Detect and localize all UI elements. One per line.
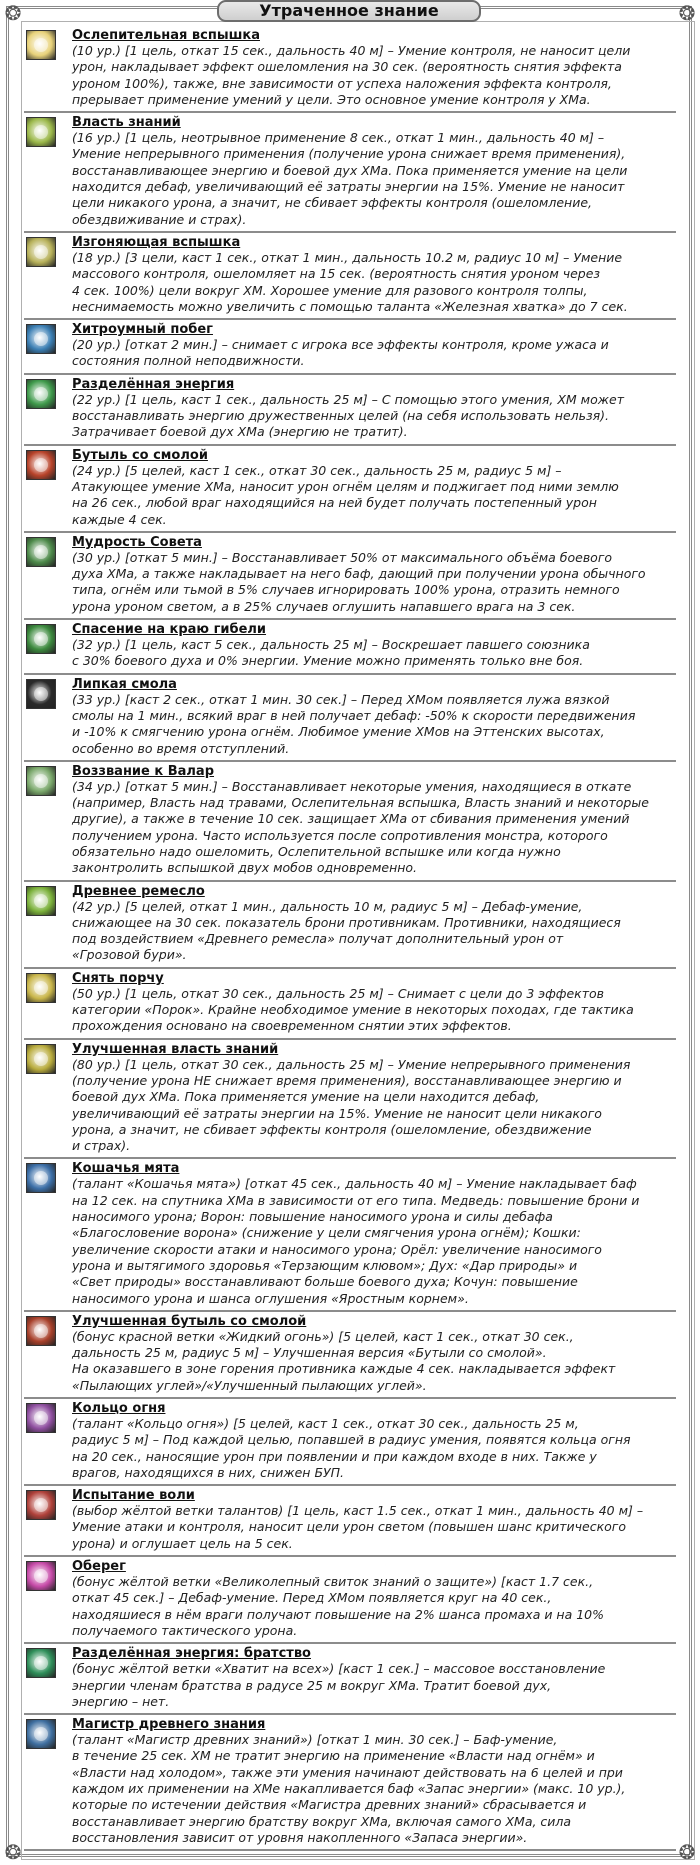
skill-description: (80 ур.) [1 цель, откат 30 сек., дальность 25 м] – Умение непрерывного применения (получение урона НЕ снижает время применения), восстанавливающее энергию и боевой дух ХМа. Пока применяется умение на цели находится дебаф, увеличивающий её затраты энергии на 15%. Умение не наносит цели никакого урона, а значит, не сбивает эффекты контроля (ошеломление, обездвижение и страх). bbox=[72, 1056, 631, 1154]
skill-entry bbox=[24, 320, 676, 375]
trial-icon bbox=[26, 1490, 56, 1520]
hourglass-icon bbox=[26, 1719, 56, 1749]
skill-entry bbox=[24, 375, 676, 446]
shared-energy-icon bbox=[26, 1648, 56, 1678]
skill-name: Оберег bbox=[72, 1559, 126, 1575]
hand-glow-icon bbox=[26, 117, 56, 147]
skill-description: (талант «Кошачья мята») [откат 45 сек., дальность 40 м] – Умение накладывает баф на 12 сек. на спутника ХМа в зависимости от его типа. Медведь: повышение брони и наносимого урона; Ворон: повышение наносимого урона и силы дебафа «Благословение ворона» (снижение у цели смягчения урона огнём); Кошки: увеличение скорости атаки и наносимого урона; Орёл: увеличение наносимого урона и вытягимого здоровья «Терзающим клювом»; Дух: «Дар природы» и «Свет природы» восстанавливают больше боевого духа; Кочун: повышение наносимого урона и шанса оглушения «Яростным корнем». bbox=[72, 1176, 640, 1306]
skill-description: (10 ур.) [1 цель, откат 15 сек., дальность 40 м] – Умение контроля, не наносит цели урон, накладывает эффект ошеломления на 30 сек. (вероятность снятия эффекта уроном 100%), также, вне зависимости от успеха наложения эффекта контроля, прерывает применение умений у цели. Это основное умение контроля у ХМа. bbox=[72, 43, 631, 107]
skill-description: (18 ур.) [3 цели, каст 1 сек., откат 1 мин., дальность 10.2 м, радиус 10 м] – Умение массового контроля, ошеломляет на 15 сек. (вероятность снятия уроном через 4 сек. 100%) цели вокруг ХМ. Хорошее умение для разового контроля толпы, неснимаемость можно увеличить с помощью таланта «Железная хватка» до 7 сек. bbox=[72, 249, 628, 314]
skill-description: (талант «Кольцо огня») [5 целей, каст 1 сек., откат 30 сек., дальность 25 м, радиус 5 м] – Под каждой целью, попавшей в радиус умения, появятся кольца огня на 20 сек., наносящие урон при появлении и при каждом входе в них. Также у врагов, находящихся в них, снижен БУП. bbox=[72, 1416, 631, 1480]
skill-entry bbox=[24, 762, 676, 882]
skill-name: Липкая смола bbox=[72, 676, 177, 692]
skill-description: (34 ур.) [откат 5 мин.] – Восстанавливает некоторые умения, находящиеся в откате (например, Власть над травами, Ослепительная вспышка, Власть знаний и некоторые другие), а также в течение 10 сек. защищает ХМа от сбивания применения умений получением урона. Часто используется после сопротивления монстра, которого обязательно надо ошеломить, Ослепительной вспышке или когда нужно законтролить вспышкой двух мобов одновременно. bbox=[72, 778, 649, 876]
craft-icon bbox=[26, 886, 56, 916]
skill-description: (24 ур.) [5 целей, каст 1 сек., откат 30 сек., дальность 25 м, радиус 5 м] – Атакующее умение ХМа, наносит урон огнём целям и поджигает под ними землю на 26 сек., любой враг находящийся на ней будет получать постепенный урон каждые 4 сек. bbox=[72, 462, 619, 527]
skill-description: (бонус красной ветки «Жидкий огонь») [5 целей, каст 1 сек., откат 30 сек., дальность 25 м, радиус 5 м] – Улучшенная версия «Бутыли со смолой». На оказавшего в зоне горения противника каждые 4 сек. накладывается эффект «Пылающих углей»/«Улучшенный пылающих углей». bbox=[72, 1328, 616, 1393]
skill-name: Спасение на краю гибели bbox=[72, 622, 267, 638]
skill-entry bbox=[24, 533, 676, 620]
skill-name: Испытание воли bbox=[72, 1488, 195, 1504]
skill-entry bbox=[24, 675, 676, 762]
shared-energy-icon bbox=[26, 379, 56, 409]
skill-description: (22 ур.) [1 цель, каст 1 сек., дальность 25 м] – С помощью этого умения, ХМ может восстанавливать энергию дружественных целей (на себя использовать нельзя). Затрачивает боевой дух ХМа (энергию не тратит). bbox=[72, 391, 624, 440]
skill-list bbox=[24, 26, 676, 1851]
skill-entry bbox=[24, 1557, 676, 1644]
skill-entry bbox=[24, 969, 676, 1040]
skill-name: Разделённая энергия bbox=[72, 376, 235, 392]
skill-entry bbox=[24, 1715, 676, 1851]
fire-ring-icon bbox=[26, 1403, 56, 1433]
skill-entry bbox=[24, 620, 676, 675]
skill-entry bbox=[24, 1486, 676, 1557]
skill-name: Изгоняющая вспышка bbox=[72, 234, 241, 250]
skill-name: Снять порчу bbox=[72, 970, 164, 986]
skill-name: Кошачья мята bbox=[72, 1161, 180, 1177]
skill-description: (бонус жёлтой ветки «Хватит на всех») [каст 1 сек.] – массовое восстановление энергии членам братства в радусе 25 м вокруг ХМа. Тратит боевой дух, энергию – нет. bbox=[72, 1661, 606, 1709]
skill-description: (33 ур.) [каст 2 сек., откат 1 мин. 30 сек.] – Перед ХМом появляется лужа вязкой смолы на 1 мин., всякий враг в ней получает дебаф: -50% к скорости передвижения и -10% к смягчению урона огнём. Любимое умение ХМов на Эттенских высотах, особенно во время отступлений. bbox=[72, 691, 636, 756]
skill-entry bbox=[24, 233, 676, 320]
hand-glow-icon bbox=[26, 1044, 56, 1074]
burst-icon bbox=[26, 237, 56, 267]
valar-icon bbox=[26, 766, 56, 796]
ward-icon bbox=[26, 1561, 56, 1591]
skill-name: Кольцо огня bbox=[72, 1401, 166, 1416]
tar-icon bbox=[26, 679, 56, 709]
skill-description: (бонус жёлтой ветки «Великолепный свиток знаний о защите») [каст 1.7 сек., откат 45 сек.] – Дебаф-умение. Перед ХМом появляется круг на 40 сек., находяшиеся в нём враги получают повышение на 2% шанса промаха и на 10% получаемого тактического урона. bbox=[72, 1574, 605, 1638]
escape-icon bbox=[26, 324, 56, 354]
cleanse-icon bbox=[26, 973, 56, 1003]
skill-entry bbox=[24, 1040, 676, 1160]
skill-entry bbox=[24, 1644, 676, 1715]
skill-name: Улучшенная власть знаний bbox=[72, 1041, 279, 1057]
skill-description: (50 ур.) [1 цель, откат 30 сек., дальность 25 м] – Снимает с цели до 3 эффектов категории «Порок». Крайне необходимое умение в некоторых походах, где тактика прохождения основано на своевременном снятии этих эффектов. bbox=[72, 985, 634, 1034]
skill-name: Древнее ремесло bbox=[72, 883, 205, 899]
skill-name: Воззвание к Валар bbox=[72, 763, 215, 779]
skill-entry bbox=[24, 26, 676, 113]
skill-description: (выбор жёлтой ветки талантов) [1 цель, каст 1.5 сек., откат 1 мин., дальность 40 м] – Умение атаки и контроля, наносит цели урон светом (повышен шанс критического урона) и оглушает цель на 5 сек. bbox=[72, 1503, 644, 1551]
skill-name: Разделённая энергия: братство bbox=[72, 1646, 311, 1662]
skill-name: Власть знаний bbox=[72, 115, 181, 131]
skill-name: Хитроумный побег bbox=[72, 322, 213, 338]
corner-ornament-icon: ❂ bbox=[678, 1840, 696, 1864]
skill-name: Ослепительная вспышка bbox=[72, 28, 260, 43]
skill-description: (20 ур.) [откат 2 мин.] – снимает с игрока все эффекты контроля, кроме ужаса и состояния полной неподвижности. bbox=[72, 337, 609, 369]
rescue-icon bbox=[26, 624, 56, 654]
skill-entry bbox=[24, 1159, 676, 1311]
bottle-icon bbox=[26, 1316, 56, 1346]
page-title: Утраченное знание bbox=[217, 0, 481, 22]
skill-description: (42 ур.) [5 целей, откат 1 мин., дальность 10 м, радиус 5 м] – Дебаф-умение, снижающее на 30 сек. показатель брони противникам. Противники, находящиеся под воздействием «Древнего ремесла» получат дополнительный урон от «Грозовой бури». bbox=[72, 898, 621, 963]
council-icon bbox=[26, 537, 56, 567]
skill-name: Магистр древнего знания bbox=[72, 1717, 266, 1733]
skill-entry bbox=[24, 1399, 676, 1486]
skill-description: (талант «Магистр древних знаний») [откат 1 мин. 30 сек.] – Баф-умение, в течение 25 сек. ХМ не тратит энергию на применение «Власти над огнём» и «Власти над холодом», также эти умения начинают действовать на 6 целей и при каждом их применении на ХМе накапливается баф «Запас энергии» (макс. 10 ур.), которые по истечении действия «Магистра древних знаний» сбрасывается и восстанавливает энергию братству вокруг ХМа, включая самого ХМа, сила восстановления зависит от уровня накопленного «Запаса энергии». bbox=[72, 1732, 626, 1845]
skill-name: Улучшенная бутыль со смолой bbox=[72, 1313, 307, 1329]
skill-entry bbox=[24, 113, 676, 233]
skill-entry bbox=[24, 446, 676, 533]
skill-description: (16 ур.) [1 цель, неотрывное применение 8 сек., откат 1 мин., дальность 40 м] – Умение непрерывного применения (получение урона снижает время применения), восстанавливающее энергию и боевой дух ХМа. Пока применяется умение на цели находится дебаф, увеличивающий её затраты энергии на 15%. Умение не наносит цели никакого урона, а значит, не сбивает эффекты контроля (ошеломление, обездвиживание и страх). bbox=[72, 130, 628, 227]
skill-name: Мудрость Совета bbox=[72, 534, 202, 550]
corner-ornament-icon: ❂ bbox=[4, 1, 22, 25]
flash-icon bbox=[26, 30, 56, 60]
skill-name: Бутыль со смолой bbox=[72, 447, 208, 463]
skill-entry bbox=[24, 882, 676, 969]
corner-ornament-icon: ❂ bbox=[4, 1840, 22, 1864]
bottle-icon bbox=[26, 450, 56, 480]
skill-description: (32 ур.) [1 цель, каст 5 сек., дальность 25 м] – Воскрешает павшего союзника с 30% боевого духа и 0% энергии. Умение можно применять только вне боя. bbox=[72, 637, 590, 669]
corner-ornament-icon: ❂ bbox=[678, 1, 696, 25]
skill-entry bbox=[24, 1312, 676, 1399]
catnip-icon bbox=[26, 1163, 56, 1193]
skill-description: (30 ур.) [откат 5 мин.] – Восстанавливает 50% от максимального объёма боевого духа ХМа, а также накладывает на него баф, дающий при получении урона обычного типа, огнём или тьмой в 5% случаев игнорировать 100% урона, отразить немного урона уроном светом, а в 25% случаев оглушить напавшего врага на 3 сек. bbox=[72, 549, 646, 614]
